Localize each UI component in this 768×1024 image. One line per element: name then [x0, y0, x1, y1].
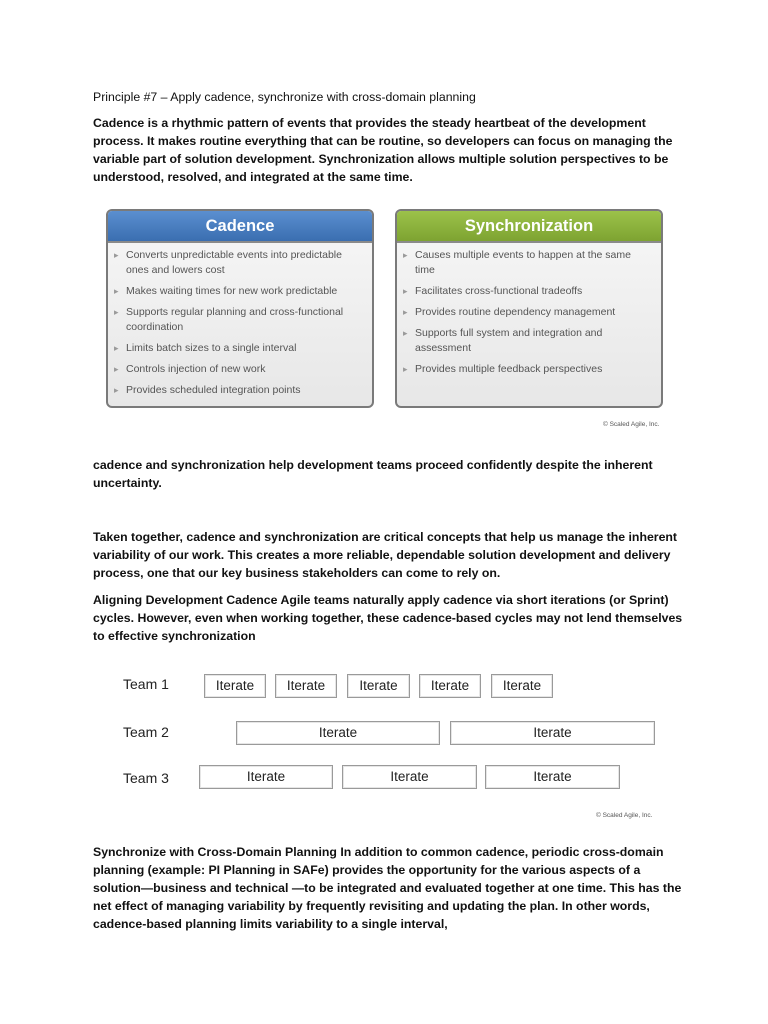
cadence-item: ▸ Controls injection of new work: [114, 362, 364, 377]
synchronization-item: ▸ Supports full system and integration and assessment: [403, 326, 653, 356]
synchronization-item: ▸ Provides routine dependency management: [403, 305, 653, 320]
taken-together-paragraph: Taken together, cadence and synchronization are critical concepts that help us manage the inherent variability of our work. This creates a more reliable, dependable solution development and delivery process, one that our key business stakeholders can come to rely on.: [93, 530, 678, 580]
cadence-list: [108, 243, 372, 398]
cadence-item: ▸ Provides scheduled integration points: [114, 383, 364, 398]
iteration-box: Iterate: [450, 721, 655, 745]
copyright-credit: © Scaled Agile, Inc.: [603, 421, 660, 428]
synchronization-list: [397, 243, 661, 377]
cadence-panel: [106, 209, 374, 408]
iteration-box: Iterate: [485, 765, 620, 789]
iteration-box: Iterate: [342, 765, 477, 789]
cadence-panel-title: Cadence: [108, 211, 372, 243]
iteration-box: Iterate: [275, 674, 337, 698]
intro-paragraph: Cadence is a rhythmic pattern of events that provides the steady heartbeat of the development process. It makes routine everything that can be routine, so developers can focus on managing the variable part of solution development. Synchronization allows multiple solution perspectives to be understood, resolved, and integrated at the same time.: [93, 116, 673, 184]
team-3-label: Team 3: [123, 770, 169, 786]
synchronization-panel: [395, 209, 663, 408]
iteration-box: Iterate: [199, 765, 333, 789]
principle-title: Principle #7 – Apply cadence, synchronize with cross-domain planning: [93, 90, 476, 104]
iteration-box: Iterate: [491, 674, 553, 698]
team-2-label: Team 2: [123, 724, 169, 740]
cadence-item: ▸ Limits batch sizes to a single interval: [114, 341, 364, 356]
synchronization-item: ▸ Provides multiple feedback perspectives: [403, 362, 653, 377]
cadence-item: ▸ Supports regular planning and cross-functional coordination: [114, 305, 364, 335]
help-paragraph: cadence and synchronization help development teams proceed confidently despite the inherent uncertainty.: [93, 458, 653, 490]
iteration-box: Iterate: [204, 674, 266, 698]
synchronization-item: ▸ Facilitates cross-functional tradeoffs: [403, 284, 653, 299]
iteration-box: Iterate: [236, 721, 440, 745]
copyright-credit: © Scaled Agile, Inc.: [596, 812, 653, 819]
synchronization-panel-title: Synchronization: [397, 211, 661, 243]
cadence-item: ▸ Converts unpredictable events into predictable ones and lowers cost: [114, 248, 364, 278]
synchronize-paragraph: Synchronize with Cross-Domain Planning In addition to common cadence, periodic cross-domain planning (example: PI Planning in SAFe) provides the opportunity for the various aspects of a solution—business and technical —to be integrated and evaluated together at one time. This has the net effect of managing variability by frequently revisiting and updating the plan. In other words, cadence-based planning limits variability to a single interval,: [93, 845, 682, 931]
aligning-paragraph: Aligning Development Cadence Agile teams naturally apply cadence via short iterations (or Sprint) cycles. However, even when working together, these cadence-based cycles may not lend themselves to effective synchronization: [93, 593, 683, 643]
iteration-box: Iterate: [419, 674, 481, 698]
iteration-box: Iterate: [347, 674, 410, 698]
cadence-item: ▸ Makes waiting times for new work predictable: [114, 284, 364, 299]
team-1-label: Team 1: [123, 676, 169, 692]
synchronization-item: ▸ Causes multiple events to happen at the same time: [403, 248, 653, 278]
